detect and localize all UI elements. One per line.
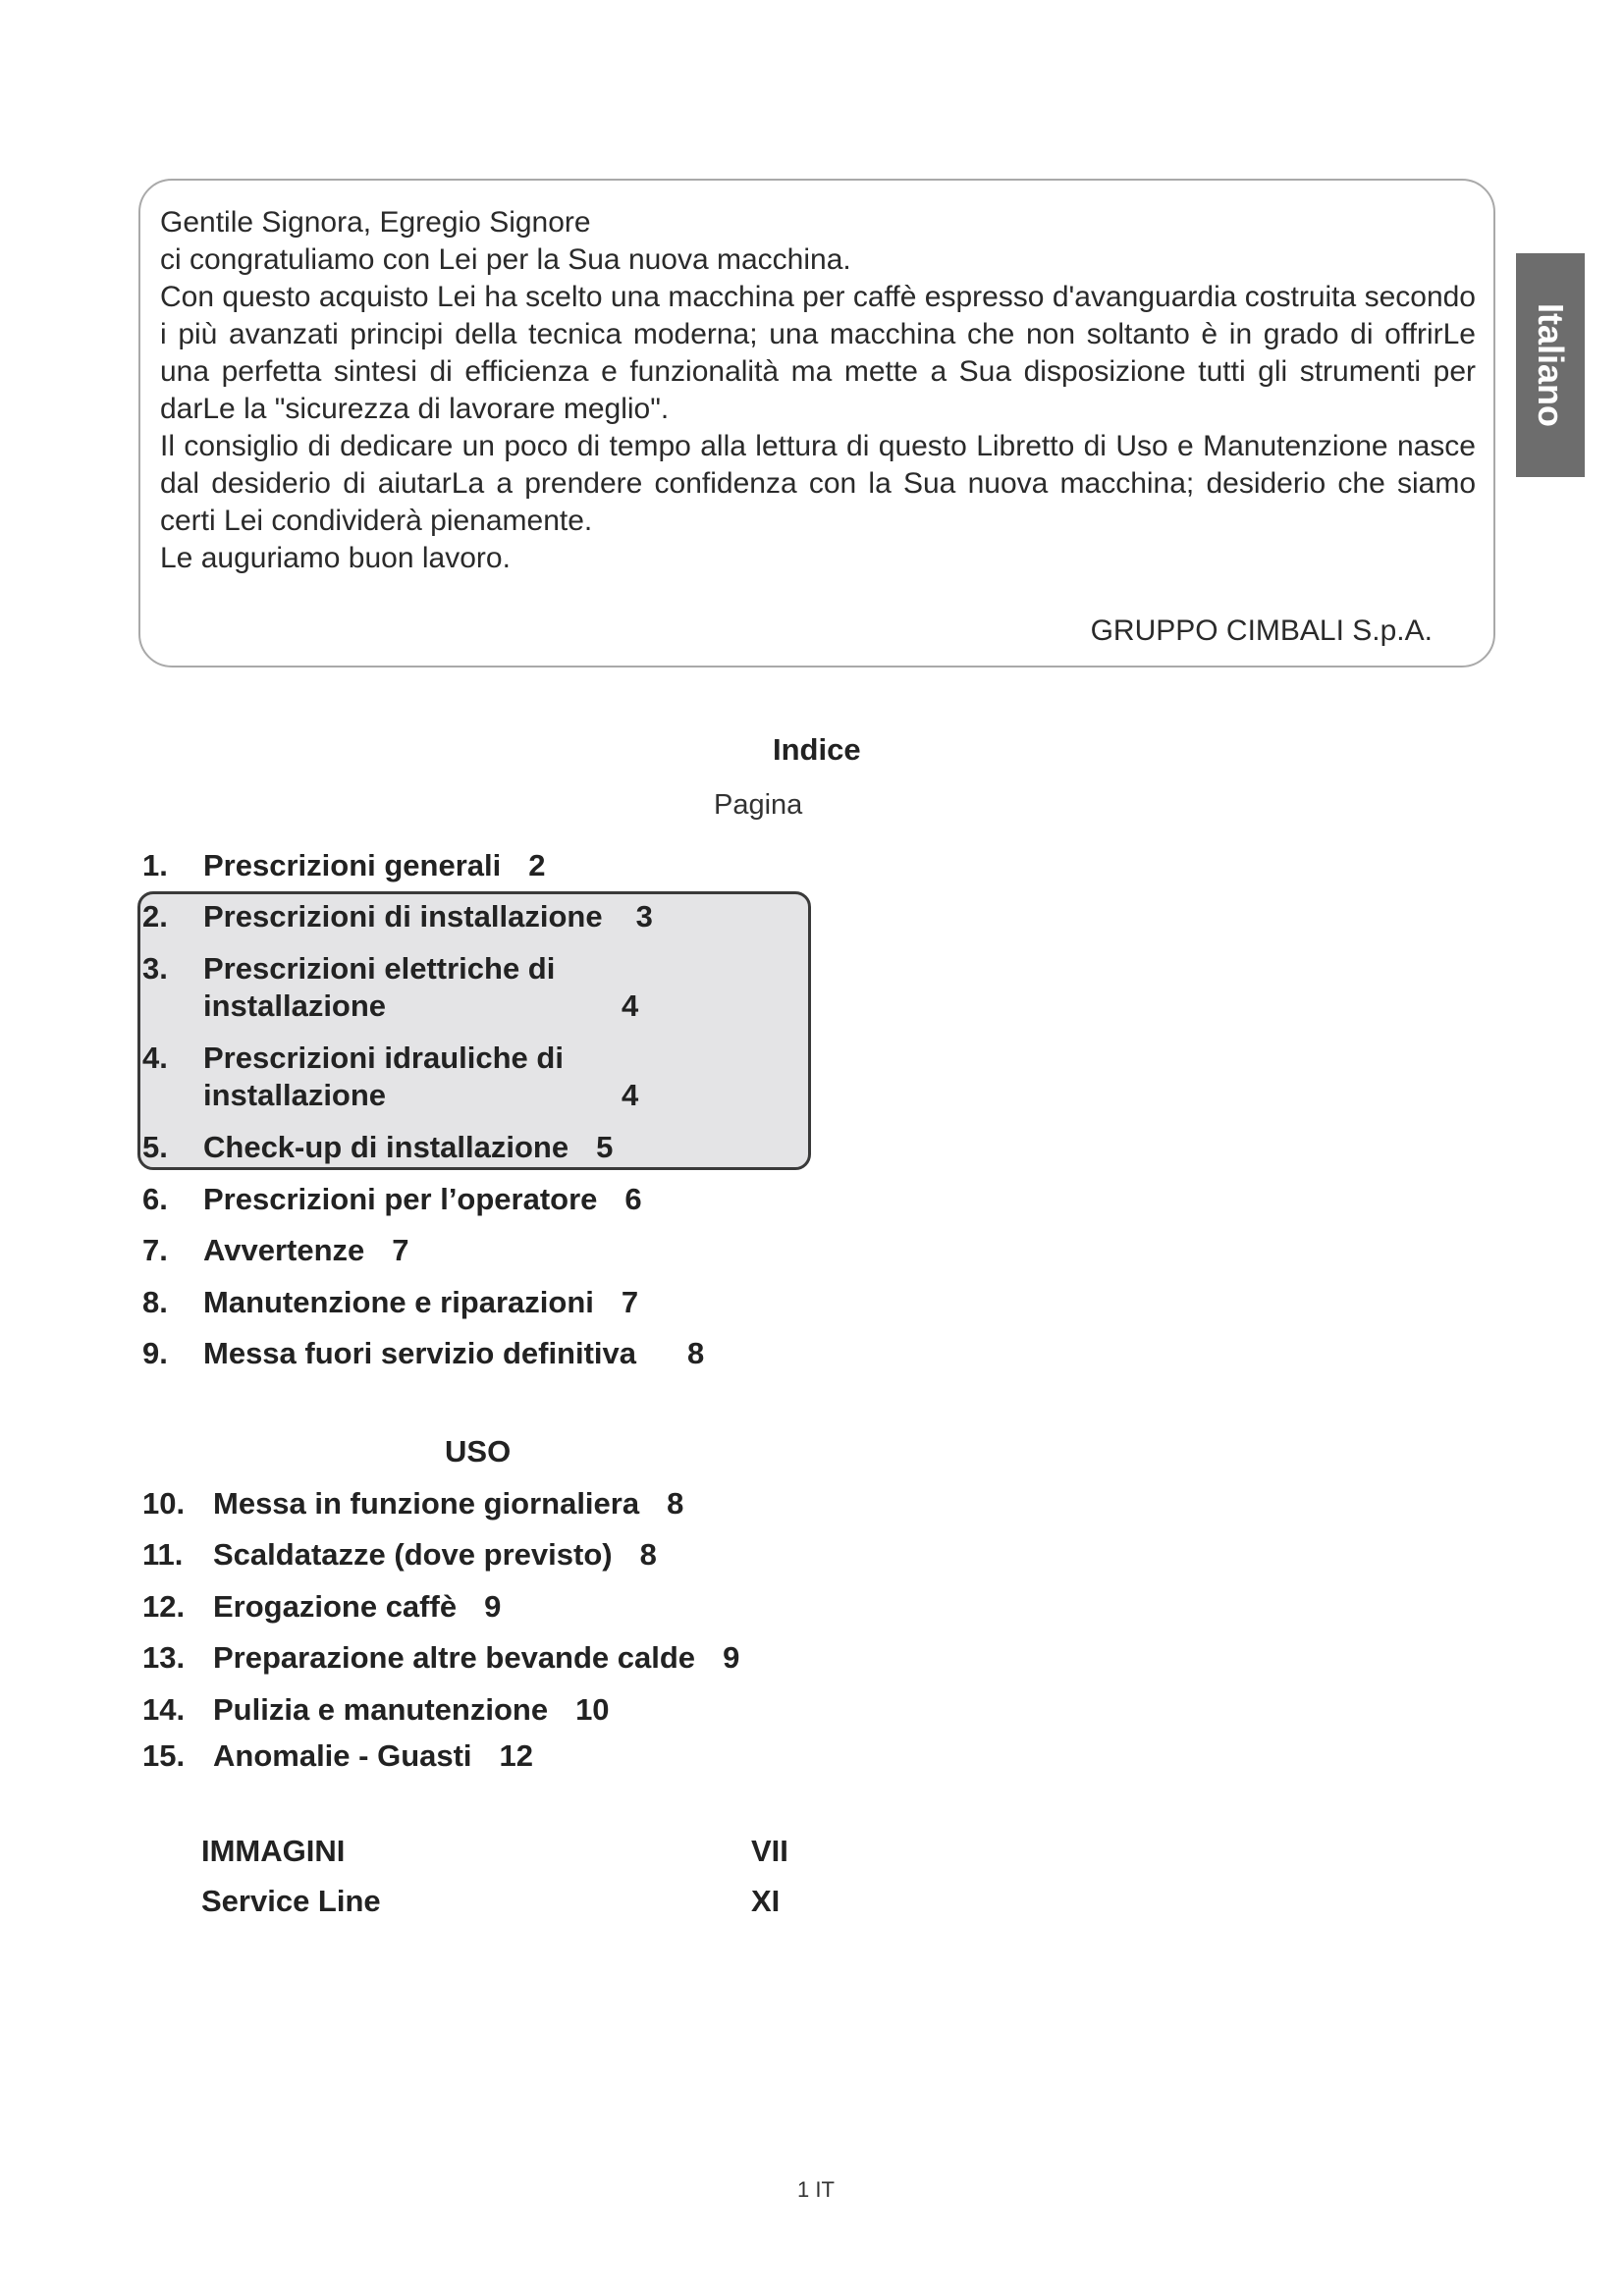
toc-item-page: 7 <box>392 1233 409 1267</box>
toc-item-label: Check-up di installazione <box>203 1130 569 1164</box>
toc-item-label: Pulizia e manutenzione <box>213 1692 549 1727</box>
toc-item-label: Scaldatazze (dove previsto) <box>213 1537 613 1572</box>
toc-item[interactable] <box>142 1589 501 1625</box>
toc-item-label: installazione <box>203 988 387 1023</box>
toc-item-continuation <box>203 988 386 1024</box>
toc-item-number: 8. <box>142 1285 168 1319</box>
toc-item[interactable] <box>142 899 653 934</box>
toc-item-label: installazione <box>203 1078 387 1112</box>
toc-item-page: 9 <box>484 1589 502 1624</box>
toc-item-number: 5. <box>142 1130 168 1164</box>
extra-label[interactable]: Service Line <box>201 1884 381 1918</box>
toc-item[interactable] <box>142 1233 409 1268</box>
uso-title: USO <box>445 1434 512 1468</box>
toc-item-page: 5 <box>596 1130 614 1164</box>
toc-item-label: Manutenzione e riparazioni <box>203 1285 594 1319</box>
toc-item[interactable] <box>142 1041 564 1076</box>
toc-item-page: 9 <box>723 1640 740 1675</box>
toc-item-number: 12. <box>142 1589 186 1624</box>
language-tab-label: Italiano <box>1531 302 1571 428</box>
toc-item[interactable] <box>142 1182 642 1217</box>
toc-item-number: 1. <box>142 848 168 882</box>
toc-item[interactable] <box>142 1130 613 1165</box>
toc-item-number: 6. <box>142 1182 168 1216</box>
toc-item-page: 6 <box>624 1182 642 1216</box>
toc-item[interactable] <box>142 848 545 883</box>
extra-page: XI <box>751 1884 781 1918</box>
toc-item-page: 7 <box>621 1285 639 1319</box>
toc-item-page: 10 <box>575 1692 610 1727</box>
toc-item-label: Messa in funzione giornaliera <box>213 1486 640 1521</box>
toc-item-label: Erogazione caffè <box>213 1589 458 1624</box>
intro-line: ci congratuliamo con Lei per la Sua nuova macchina. <box>160 243 851 276</box>
toc-item-label: Messa fuori servizio definitiva <box>203 1336 637 1370</box>
toc-item-label: Prescrizioni generali <box>203 848 502 882</box>
toc-item-number: 11. <box>142 1537 184 1572</box>
toc-item-label: Prescrizioni elettriche di <box>203 951 556 986</box>
toc-item-number: 3. <box>142 951 168 986</box>
toc-item-page: 12 <box>499 1738 534 1773</box>
toc-item-page: 4 <box>622 1078 639 1112</box>
signature: GRUPPO CIMBALI S.p.A. <box>1090 614 1433 647</box>
intro-paragraph-1: Con questo acquisto Lei ha scelto una macchina per caffè espresso d'avanguardia costruita secondo i più avanzati principi della tecnica moderna; una macchina che non soltanto è in grado di offrirLe una perfetta sintesi di efficienza e funzionalità ma mette a Sua disposizione tutti gli strumenti per darLe la "sicurezza di lavorare meglio". <box>160 281 1476 425</box>
intro-paragraph-2: Il consiglio di dedicare un poco di tempo alla lettura di questo Libretto di Uso e Manutenzione nasce dal desiderio di aiutarLa a prendere confidenza con la Sua nuova macchina; desiderio che siamo certi Lei condividerà pienamente. <box>160 430 1476 537</box>
toc-item-number: 7. <box>142 1233 168 1267</box>
greeting: Gentile Signora, Egregio Signore <box>160 206 591 239</box>
toc-item-number: 2. <box>142 899 168 934</box>
toc-item-label: Prescrizioni per l’operatore <box>203 1182 598 1216</box>
toc-item-number: 10. <box>142 1486 186 1521</box>
toc-item[interactable] <box>142 1738 533 1774</box>
toc-item-label: Prescrizioni di installazione <box>203 899 603 934</box>
toc-item[interactable] <box>142 1640 739 1676</box>
toc-item-label: Preparazione altre bevande calde <box>213 1640 696 1675</box>
toc-item[interactable] <box>142 1336 704 1371</box>
toc-item-label: Anomalie - Guasti <box>213 1738 472 1773</box>
intro-text <box>160 204 1476 577</box>
extra-label[interactable]: IMMAGINI <box>201 1834 346 1868</box>
toc-page-header: Pagina <box>714 789 803 821</box>
toc-title: Indice <box>773 732 861 767</box>
toc-item-label: Prescrizioni idrauliche di <box>203 1041 564 1075</box>
toc-item[interactable] <box>142 1285 638 1320</box>
toc-item-page: 4 <box>622 988 639 1023</box>
page-footer: 1 IT <box>797 2177 835 2202</box>
language-tab <box>1516 253 1585 477</box>
toc-item-page: 3 <box>635 899 653 934</box>
toc-item-number: 14. <box>142 1692 186 1727</box>
toc-item-page: 8 <box>667 1486 684 1521</box>
toc-item-page: 8 <box>639 1537 657 1572</box>
toc-item-label: Avvertenze <box>203 1233 365 1267</box>
extra-page: VII <box>751 1834 788 1868</box>
toc-item[interactable] <box>142 951 555 987</box>
intro-closing: Le auguriamo buon lavoro. <box>160 542 511 574</box>
toc-item-page: 8 <box>687 1336 705 1370</box>
toc-item-number: 4. <box>142 1041 168 1075</box>
toc-item-continuation <box>203 1078 386 1113</box>
toc-item-number: 9. <box>142 1336 168 1370</box>
toc-item[interactable] <box>142 1692 610 1728</box>
toc-item[interactable] <box>142 1537 657 1573</box>
toc-item-page: 2 <box>528 848 546 882</box>
toc-item-number: 13. <box>142 1640 186 1675</box>
toc-item-number: 15. <box>142 1738 186 1773</box>
toc-item[interactable] <box>142 1486 683 1522</box>
